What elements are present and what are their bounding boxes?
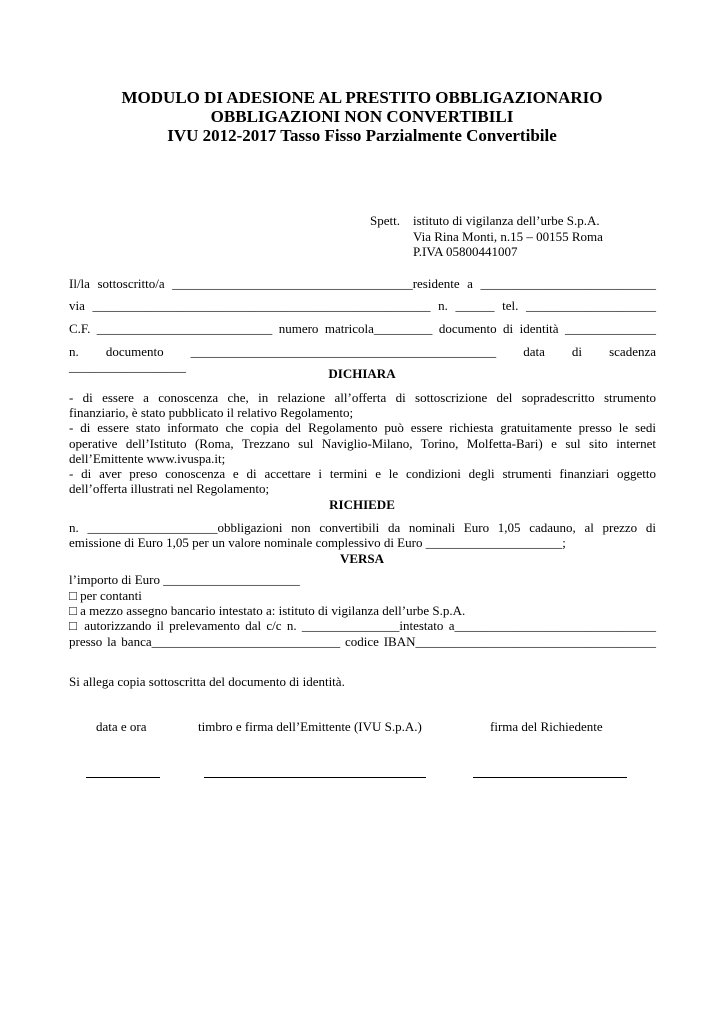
payment-heading: VERSA bbox=[339, 551, 385, 566]
signature-date-line[interactable] bbox=[86, 777, 160, 778]
recipient-vat: P.IVA 05800441007 bbox=[413, 244, 518, 259]
payment-bank-line[interactable]: presso la banca_____________________________ codice IBAN_____________________________________ bbox=[69, 634, 656, 649]
payment-option-debit-checkbox[interactable]: □ autorizzando il prelevamento dal c/c n. _______________intestato a_______________________________ bbox=[69, 618, 656, 633]
form-title-line-3: IVU 2012-2017 Tasso Fisso Parzialmente Convertibile bbox=[167, 126, 557, 145]
payment-option-cheque-checkbox[interactable]: □ a mezzo assegno bancario intestato a: istituto di vigilanza dell’urbe S.p.A. bbox=[69, 603, 466, 618]
recipient-name: istituto di vigilanza dell’urbe S.p.A. bbox=[413, 213, 600, 228]
form-title-line-1: MODULO DI ADESIONE AL PRESTITO OBBLIGAZIONARIO bbox=[121, 88, 603, 107]
declares-p2-line2: operative dell’Istituto (Roma, Trezzano sul Naviglio-Milano, Torino, Molfetta-Bari) e sul sito internet bbox=[69, 436, 656, 451]
signature-applicant-line[interactable] bbox=[473, 777, 627, 778]
requests-line1[interactable]: n. ____________________obbligazioni non convertibili da nominali Euro 1,05 cadauno, al prezzo di bbox=[69, 520, 656, 535]
declares-heading: DICHIARA bbox=[328, 366, 396, 381]
declares-p1-line2: finanziario, è stato pubblicato il relativo Regolamento; bbox=[69, 405, 354, 420]
payment-amount[interactable]: l’importo di Euro _____________________ bbox=[69, 572, 300, 587]
declares-p2-line3: dell’Emittente www.ivuspa.it; bbox=[69, 451, 226, 466]
declares-p2-line1: - di essere stato informato che copia del Regolamento può essere richiesta gratuitamente presso le sedi bbox=[69, 420, 656, 435]
declares-p3-line1: - di aver preso conoscenza e di accettare i termini e le condizioni degli strumenti finanziari oggetto bbox=[69, 466, 656, 481]
recipient-salutation: Spett. bbox=[370, 213, 400, 228]
personal-data-row-address[interactable]: via ____________________________________________________ n. ______ tel. ____________________ bbox=[69, 298, 656, 313]
form-title-line-2: OBBLIGAZIONI NON CONVERTIBILI bbox=[210, 107, 514, 126]
signature-date-label: data e ora bbox=[96, 719, 147, 734]
requests-heading: RICHIEDE bbox=[329, 497, 395, 512]
personal-data-row-name[interactable]: Il/la sottoscritto/a _____________________________________residente a ___________________________ bbox=[69, 276, 656, 291]
personal-data-row-tax-code[interactable]: C.F. ___________________________ numero matricola_________ documento di identità ______________ bbox=[69, 321, 656, 336]
signature-applicant-label: firma del Richiedente bbox=[490, 719, 603, 734]
attachment-note: Si allega copia sottoscritta del documento di identità. bbox=[69, 674, 345, 689]
payment-option-cash-checkbox[interactable]: □ per contanti bbox=[69, 588, 142, 603]
declares-p1-line1: - di essere a conoscenza che, in relazione all’offerta di sottoscrizione del sopradescritto strumento bbox=[69, 390, 656, 405]
signature-issuer-line[interactable] bbox=[204, 777, 426, 778]
personal-data-row-document[interactable]: n. documento _______________________________________________ data di scadenza __________________ bbox=[69, 344, 656, 374]
recipient-address: Via Rina Monti, n.15 – 00155 Roma bbox=[413, 229, 603, 244]
requests-line2[interactable]: emissione di Euro 1,05 per un valore nominale complessivo di Euro _____________________; bbox=[69, 535, 566, 550]
signature-issuer-label: timbro e firma dell’Emittente (IVU S.p.A.) bbox=[198, 719, 422, 734]
declares-p3-line2: dell’offerta illustrati nel Regolamento; bbox=[69, 481, 270, 496]
